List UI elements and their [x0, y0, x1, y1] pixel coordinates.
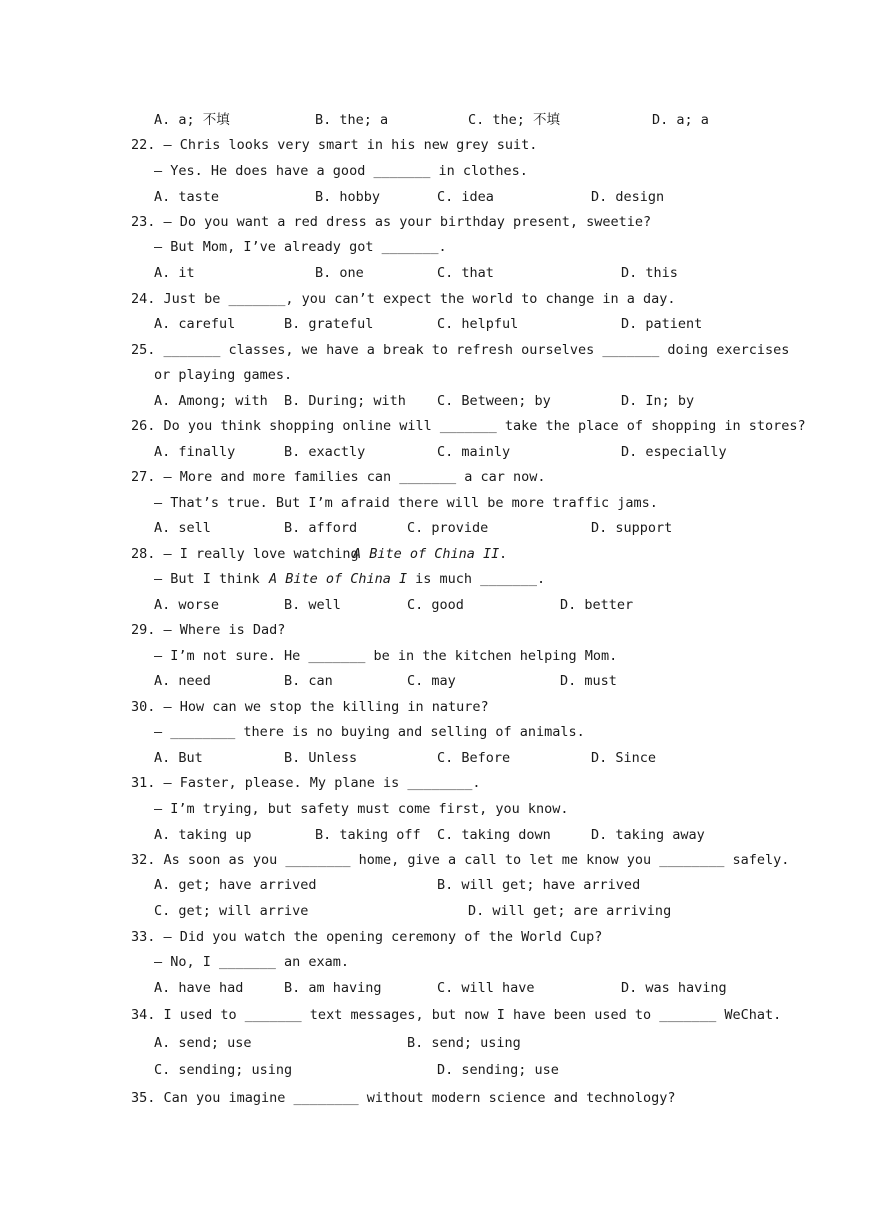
line-text: or playing games.	[154, 367, 293, 383]
line-text: C. the; 不填	[468, 112, 561, 128]
line-text: 29. — Where is Dad?	[131, 622, 286, 638]
line-text: A. get; have arrived	[154, 877, 317, 893]
line-text: D. a; a	[652, 112, 709, 128]
line-text: B. taking off	[315, 827, 421, 843]
line-text: .	[499, 546, 508, 562]
line-text: B. During; with	[284, 393, 406, 409]
line-text: C. good	[407, 597, 464, 613]
line-text: C. sending; using	[154, 1062, 293, 1078]
line-text: 32. As soon as you ________ home, give a call to let me know you ________ safely.	[131, 852, 790, 868]
line-text: B. can	[284, 673, 333, 689]
line-text: 35. Can you imagine ________ without modern science and technology?	[131, 1090, 676, 1106]
line-text: — But I think	[154, 571, 268, 587]
line-text: B. the; a	[315, 112, 389, 128]
line-text: B. grateful	[284, 316, 374, 332]
line-text: D. better	[560, 597, 634, 613]
line-text: 25. _______ classes, we have a break to refresh ourselves _______ doing exercises	[131, 342, 790, 358]
line-text: D. especially	[621, 444, 727, 460]
line-text: B. exactly	[284, 444, 366, 460]
line-text: D. was having	[621, 980, 727, 996]
line-text: C. taking down	[437, 827, 551, 843]
line-text: D. must	[560, 673, 617, 689]
line-text: A. But	[154, 750, 203, 766]
line-text: 33. — Did you watch the opening ceremony of the World Cup?	[131, 929, 603, 945]
line-text: — That’s true. But I’m afraid there will be more traffic jams.	[154, 495, 658, 511]
line-text: 30. — How can we stop the killing in nature?	[131, 699, 489, 715]
line-text: A. finally	[154, 444, 236, 460]
line-text: A. taste	[154, 189, 220, 205]
line-text: C. Before	[437, 750, 511, 766]
line-text: A. taking up	[154, 827, 252, 843]
line-text: C. mainly	[437, 444, 511, 460]
line-text: C. Between; by	[437, 393, 551, 409]
line-text: — Yes. He does have a good _______ in clothes.	[154, 163, 528, 179]
line-text: is much _______.	[407, 571, 546, 587]
italic-title-text: A Bite of China II	[353, 546, 500, 562]
line-text: A. careful	[154, 316, 236, 332]
line-text: B. hobby	[315, 189, 381, 205]
line-text: 24. Just be _______, you can’t expect the world to change in a day.	[131, 291, 676, 307]
line-text: D. Since	[591, 750, 657, 766]
line-text: B. am having	[284, 980, 382, 996]
line-text: 28. — I really love watching	[131, 546, 367, 562]
line-text: C. idea	[437, 189, 494, 205]
line-text: D. taking away	[591, 827, 705, 843]
line-text: C. that	[437, 265, 494, 281]
line-text: 31. — Faster, please. My plane is ________.	[131, 775, 481, 791]
line-text: D. will get; are arriving	[468, 903, 672, 919]
line-text: — ________ there is no buying and selling of animals.	[154, 724, 585, 740]
line-text: D. this	[621, 265, 678, 281]
line-text: A. need	[154, 673, 211, 689]
line-text: A. it	[154, 265, 195, 281]
line-text: 27. — More and more families can _______ a car now.	[131, 469, 546, 485]
line-text: A. a; 不填	[154, 112, 230, 128]
line-text: B. well	[284, 597, 341, 613]
line-text: C. helpful	[437, 316, 519, 332]
line-text: 34. I used to _______ text messages, but now I have been used to _______ WeChat.	[131, 1007, 782, 1023]
line-text: — I’m not sure. He _______ be in the kitchen helping Mom.	[154, 648, 618, 664]
line-text: 23. — Do you want a red dress as your birthday present, sweetie?	[131, 214, 652, 230]
line-text: C. will have	[437, 980, 535, 996]
line-text: D. patient	[621, 316, 703, 332]
line-text: — I’m trying, but safety must come first, you know.	[154, 801, 569, 817]
line-text: A. Among; with	[154, 393, 268, 409]
line-text: B. one	[315, 265, 364, 281]
line-text: B. Unless	[284, 750, 358, 766]
line-text: — No, I _______ an exam.	[154, 954, 350, 970]
line-text: D. support	[591, 520, 673, 536]
line-text: D. sending; use	[437, 1062, 559, 1078]
line-text: D. In; by	[621, 393, 695, 409]
line-text: D. design	[591, 189, 665, 205]
line-text: — But Mom, I’ve already got _______.	[154, 239, 447, 255]
line-text: B. will get; have arrived	[437, 877, 641, 893]
line-text: 26. Do you think shopping online will _______ take the place of shopping in stores?	[131, 418, 806, 434]
line-text: A. sell	[154, 520, 211, 536]
italic-title-text: A Bite of China I	[269, 571, 408, 587]
line-text: A. have had	[154, 980, 244, 996]
line-text: B. send; using	[407, 1035, 521, 1051]
line-text: C. may	[407, 673, 456, 689]
line-text: A. worse	[154, 597, 220, 613]
line-text: C. get; will arrive	[154, 903, 309, 919]
line-text: A. send; use	[154, 1035, 252, 1051]
line-text: 22. — Chris looks very smart in his new grey suit.	[131, 137, 538, 153]
line-text: C. provide	[407, 520, 489, 536]
line-text: B. afford	[284, 520, 358, 536]
